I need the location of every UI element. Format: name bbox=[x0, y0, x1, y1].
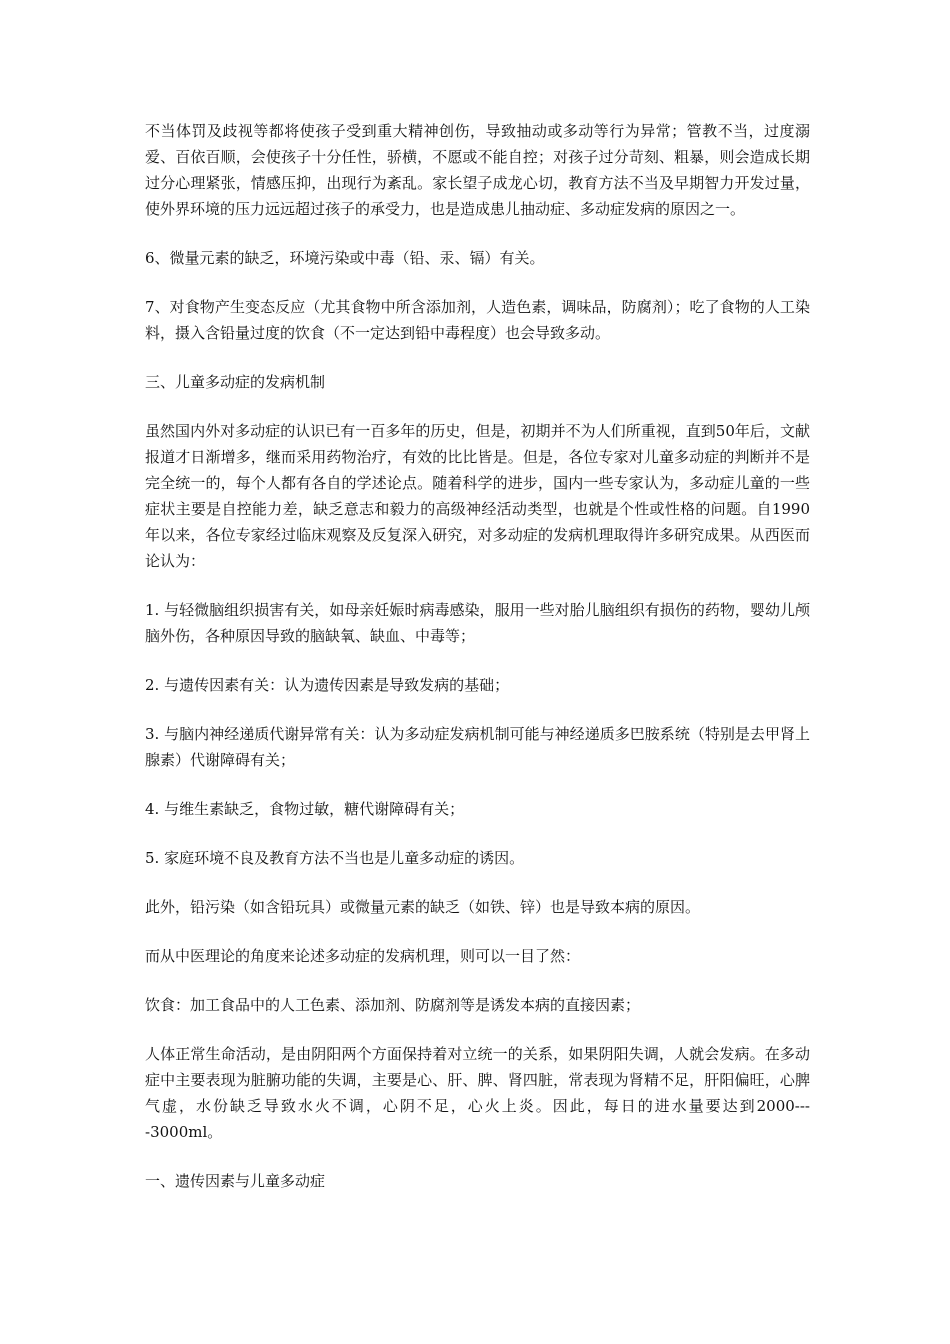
list-item-3: 3. 与脑内神经递质代谢异常有关：认为多动症发病机制可能与神经递质多巴胺系统（特别是去甲肾上腺素）代谢障碍有关； bbox=[145, 725, 810, 769]
section-heading-genetics: 一、遗传因素与儿童多动症 bbox=[145, 1172, 326, 1190]
document-body bbox=[145, 118, 810, 1217]
list-item-4: 4. 与维生素缺乏，食物过敏，糖代谢障碍有关； bbox=[145, 800, 465, 818]
paragraph-yin-yang: 人体正常生命活动，是由阴阳两个方面保持着对立统一的关系，如果阴阳失调，人就会发病。在多动症中主要表现为脏腑功能的失调，主要是心、肝、脾、肾四脏，常表现为肾精不足，肝阳偏旺，心脾气虚，水份缺乏导致水火不调，心阴不足，心火上炎。因此，每日的进水量要达到2000----3000ml。 bbox=[145, 1045, 810, 1141]
list-item-1: 1. 与轻微脑组织损害有关，如母亲妊娠时病毒感染，服用一些对胎儿脑组织有损伤的药物，婴幼儿颅脑外伤，各种原因导致的脑缺氧、缺血、中毒等； bbox=[145, 601, 810, 645]
paragraph-causes-upbringing: 不当体罚及歧视等都将使孩子受到重大精神创伤，导致抽动或多动等行为异常；管教不当，过度溺爱、百依百顺，会使孩子十分任性，骄横，不愿或不能自控；对孩子过分苛刻、粗暴，则会造成长期过分心理紧张，情感压抑，出现行为紊乱。家长望子成龙心切，教育方法不当及早期智力开发过量，使外界环境的压力远远超过孩子的承受力，也是造成患儿抽动症、多动症发病的原因之一。 bbox=[145, 122, 810, 218]
paragraph-tcm-intro: 而从中医理论的角度来论述多动症的发病机理，则可以一目了然： bbox=[145, 947, 581, 965]
list-item-2: 2. 与遗传因素有关：认为遗传因素是导致发病的基础； bbox=[145, 676, 510, 694]
paragraph-lead-pollution: 此外，铅污染（如含铅玩具）或微量元素的缺乏（如铁、锌）也是导致本病的原因。 bbox=[145, 898, 701, 916]
paragraph-item-7: 7、对食物产生变态反应（尤其食物中所含添加剂，人造色素，调味品，防腐剂）；吃了食物的人工染料，摄入含铅量过度的饮食（不一定达到铅中毒程度）也会导致多动。 bbox=[145, 298, 810, 342]
paragraph-history: 虽然国内外对多动症的认识已有一百多年的历史，但是，初期并不为人们所重视，直到50年后，文献报道才日渐增多，继而采用药物治疗，有效的比比皆是。但是，各位专家对儿童多动症的判断并不是完全统一的，每个人都有各自的学述论点。随着科学的进步，国内一些专家认为，多动症儿童的一些症状主要是自控能力差，缺乏意志和毅力的高级神经活动类型，也就是个性或性格的问题。自1990年以来，各位专家经过临床观察及反复深入研究，对多动症的发病机理取得许多研究成果。从西医而论认为： bbox=[145, 422, 810, 570]
paragraph-item-6: 6、微量元素的缺乏，环境污染或中毒（铅、汞、镉）有关。 bbox=[145, 249, 545, 267]
list-item-5: 5. 家庭环境不良及教育方法不当也是儿童多动症的诱因。 bbox=[145, 849, 525, 867]
paragraph-diet: 饮食：加工食品中的人工色素、添加剂、防腐剂等是诱发本病的直接因素； bbox=[145, 996, 641, 1014]
section-heading-mechanism: 三、儿童多动症的发病机制 bbox=[145, 373, 326, 391]
